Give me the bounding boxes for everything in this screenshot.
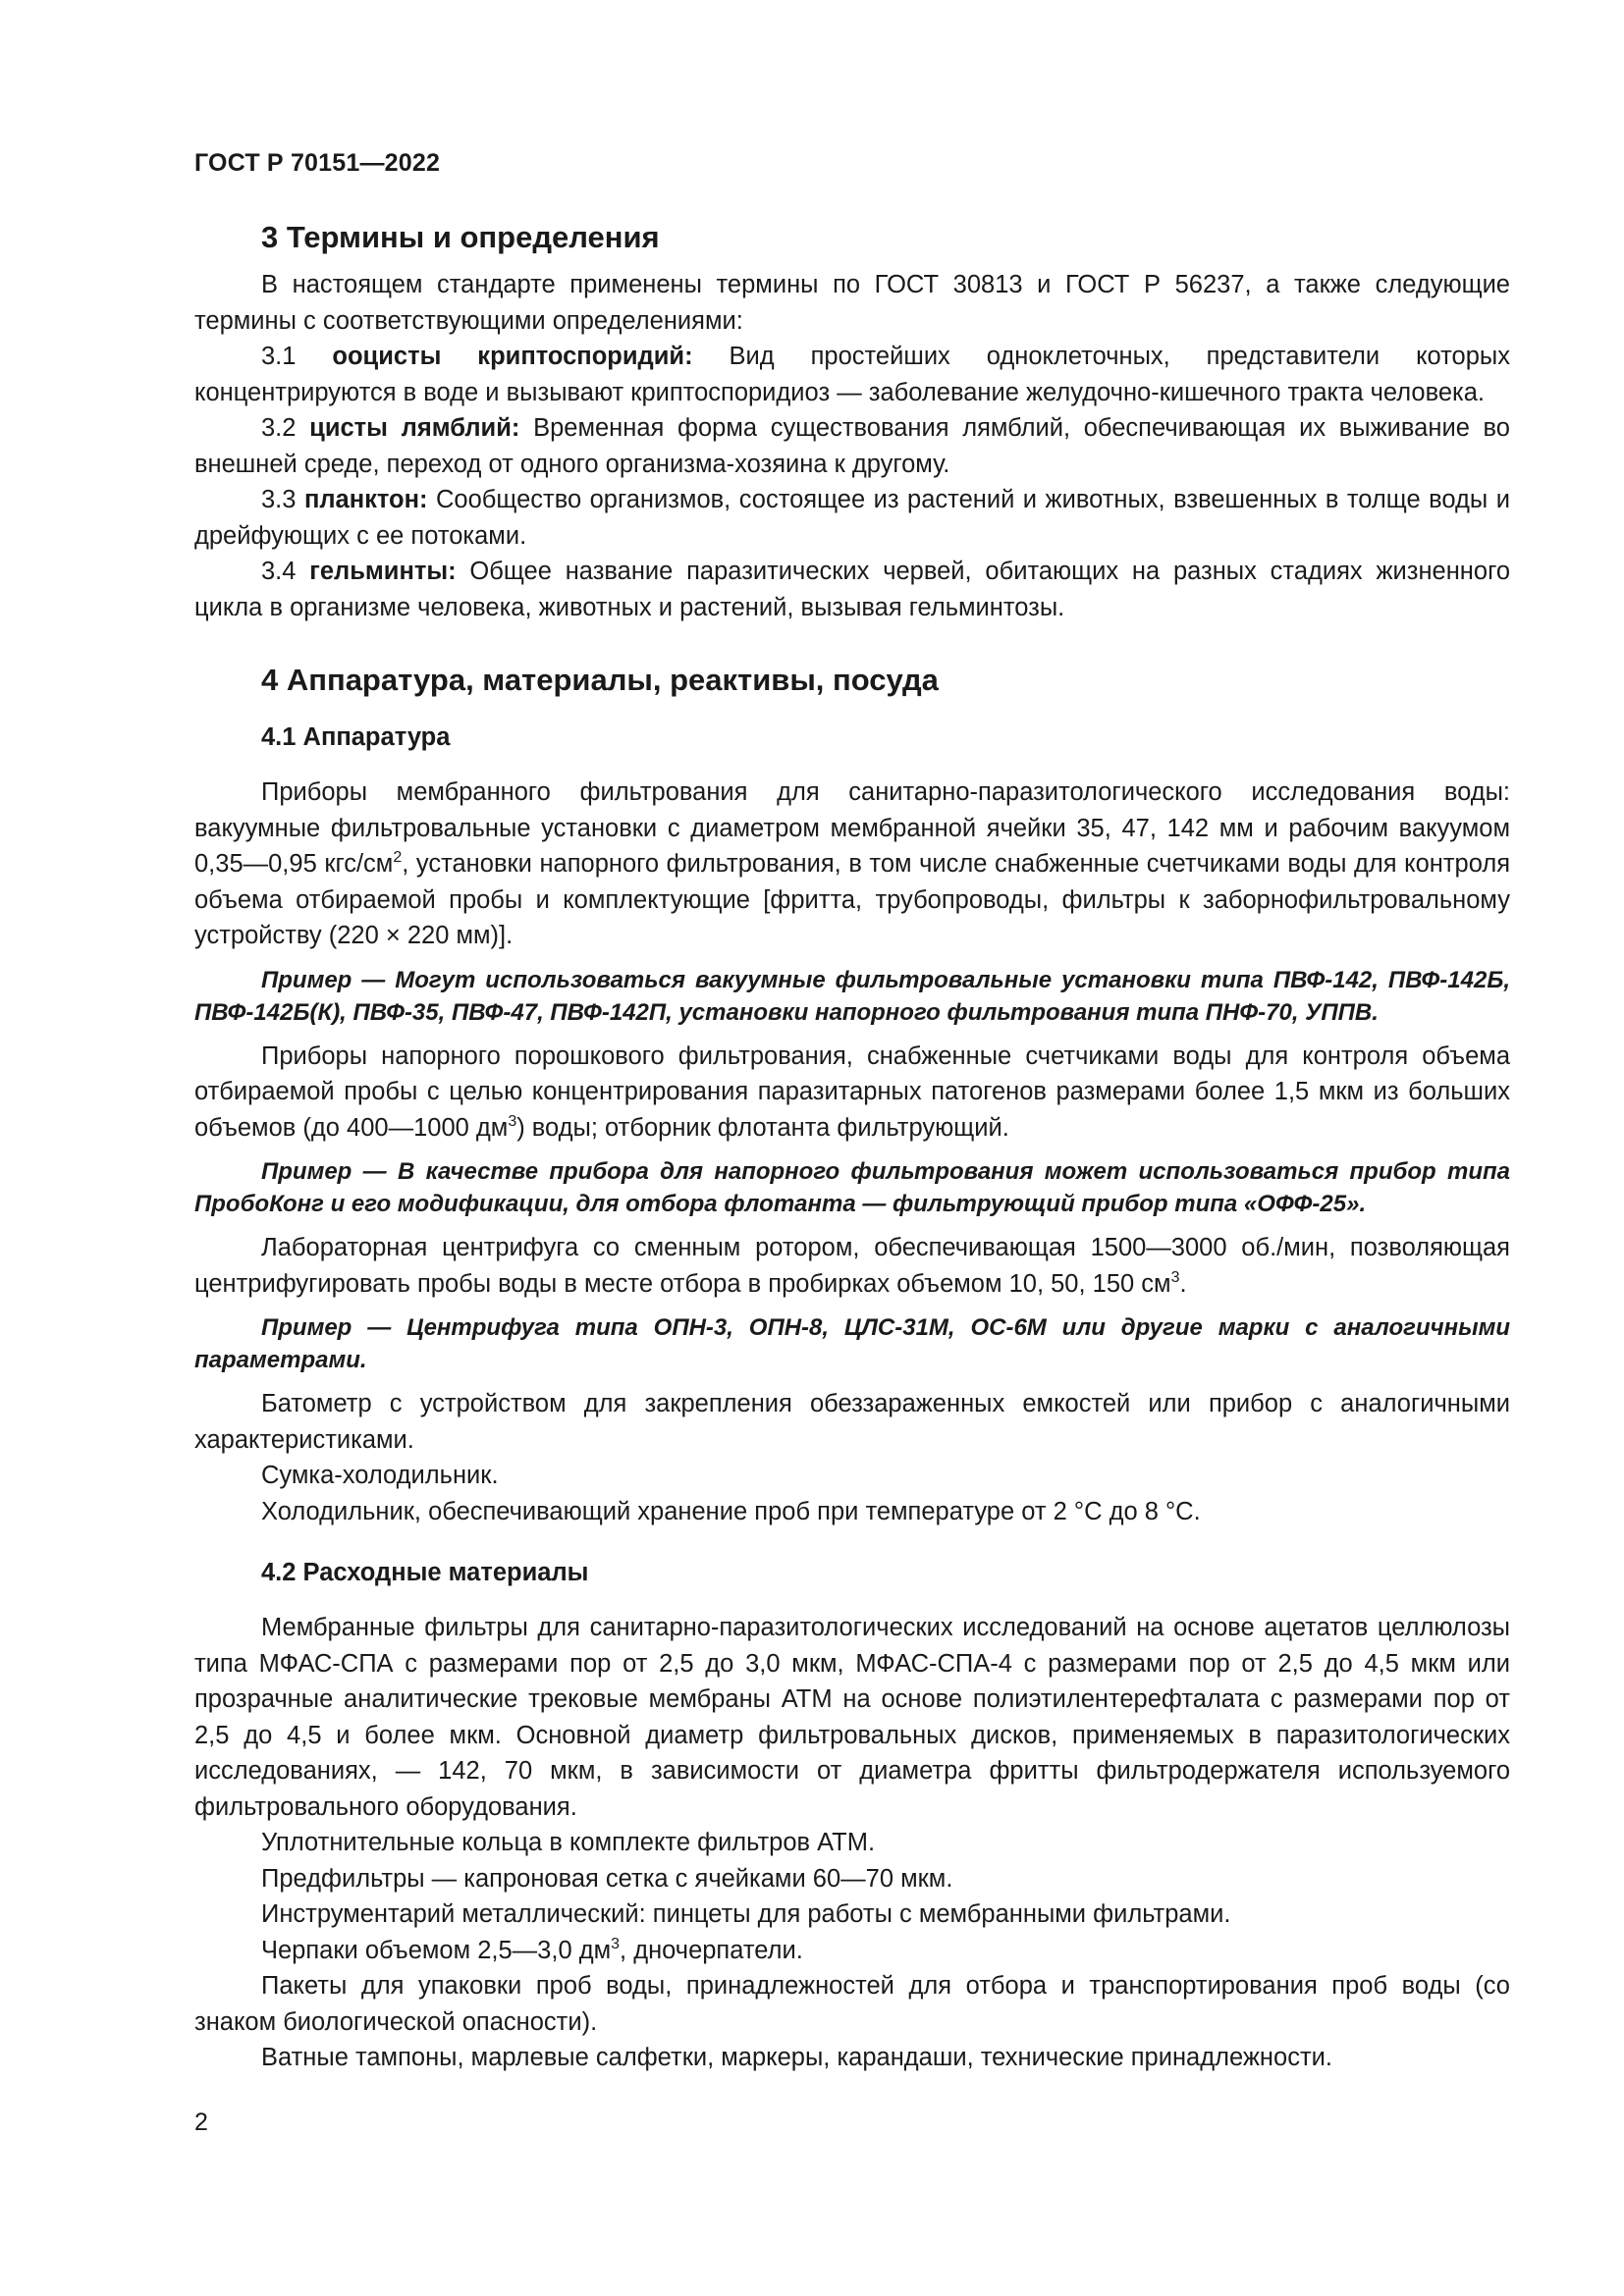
paragraph-centrifuge: Лабораторная центрифуга со сменным ротором, обеспечивающая 1500—3000 об./мин, позволяющая центрифугировать пробы воды в месте отбора в пробирках объемом 10, 50, 150 $см^3$.: [194, 1234, 1510, 1298]
term-3-3: 3.3 планктон: Сообщество организмов, состоящее из растений и животных, взвешенных в толще воды и дрейфующих с ее потоками.: [194, 486, 1510, 550]
paragraph-prefilters: Предфильтры — капроновая сетка с ячейками 60—70 мкм.: [261, 1864, 953, 1893]
paragraph-bathometer: Батометр с устройством для закрепления обеззараженных емкостей или прибор с аналогичными характеристиками.: [194, 1390, 1510, 1454]
paragraph-packages: Пакеты для упаковки проб воды, принадлежностей для отбора и транспортирования проб воды (со знаком биологической опасности).: [194, 1972, 1510, 2036]
page-number: 2: [194, 2109, 208, 2136]
paragraph-cotton-swabs: Ватные тампоны, марлевые салфетки, маркеры, карандаши, технические принадлежности.: [261, 2044, 1332, 2071]
paragraph-sealing-rings: Уплотнительные кольца в комплекте фильтров АТМ.: [261, 1829, 876, 1856]
paragraph-powder-filtration: Приборы напорного порошкового фильтрования, снабженные счетчиками воды для контроля объема отбираемой пробы с целью концентрирования паразитарных патогенов размерами более 1,5 мкм из больших объемов (до 400—1000 $дм^3$) воды; отборник флотанта фильтрующий.: [194, 1041, 1510, 1142]
example-vacuum-units: Пример — Могут использоваться вакуумные фильтровальные установки типа ПВФ-142, ПВФ-142Б, ПВФ-142Б(К), ПВФ-35, ПВФ-47, ПВФ-142П, установки напорного фильтрования типа ПНФ-70, УППВ.: [194, 966, 1510, 1026]
paragraph-cooler-bag: Сумка-холодильник.: [261, 1462, 499, 1489]
document-header: ГОСТ Р 70151—2022: [194, 149, 441, 177]
section-3-intro: В настоящем стандарте применены термины по ГОСТ 30813 и ГОСТ Р 56237, а также следующие термины с соответствующими определениями:: [194, 271, 1510, 335]
paragraph-instruments: Инструментарий металлический: пинцеты для работы с мембранными фильтрами.: [261, 1900, 1231, 1928]
paragraph-membrane-filters: Мембранные фильтры для санитарно-паразитологических исследований на основе ацетатов целлюлозы типа МФАС-СПА с размерами пор от 2,5 до 3,0 мкм, МФАС-СПА-4 с размерами пор от 2,5 до 4,5 мкм или прозрачные аналитические трековые мембраны АТМ на основе полиэтилентерефталата с размерами пор от 2,5 до 4,5 и более мкм. Основной диаметр фильтровальных дисков, применяемых в паразитологических исследованиях, — 142, 70 мкм, в зависимости от диаметра фритты фильтродержателя используемого фильтровального оборудования.: [194, 1614, 1510, 1821]
section-3-heading: 3 Термины и определения: [261, 220, 660, 254]
example-pressure-filtration: Пример — В качестве прибора для напорного фильтрования может использоваться прибор типа ПробоКонг и его модификации, для отбора флотанта — фильтрующий прибор типа «ОФФ-25».: [194, 1158, 1510, 1217]
document-body: [194, 218, 1510, 2076]
example-centrifuge: Пример — Центрифуга типа ОПН-3, ОПН-8, ЦЛС-31М, ОС-6М или другие марки с аналогичными параметрами.: [194, 1314, 1510, 1373]
paragraph-scoops: Черпаки объемом 2,5—3,0 $дм^3$, дночерпатели.: [261, 1935, 803, 1964]
term-3-2: 3.2 цисты лямблий: Временная форма существования лямблий, обеспечивающая их выживание во внешней среде, переход от одного организма-хозяина к другому.: [194, 414, 1510, 478]
section-4-heading: 4 Аппаратура, материалы, реактивы, посуда: [261, 663, 939, 697]
term-3-1: 3.1 ооцисты криптоспоридий: Вид простейших одноклеточных, представители которых концентрируются в воде и вызывают криптоспоридиоз — заболевание желудочно-кишечного тракта человека.: [194, 343, 1510, 406]
paragraph-refrigerator: Холодильник, обеспечивающий хранение проб при температуре от 2 °С до 8 °С.: [261, 1497, 1201, 1525]
paragraph-membrane-devices: Приборы мембранного фильтрования для санитарно-паразитологического исследования воды: вакуумные фильтровальные установки с диаметром мембранной ячейки 35, 47, 142 мм и рабочим вакуумом 0,35—0,95 кгс/$см^2$, установки напорного фильтрования, в том числе снабженные счетчиками воды для контроля объема отбираемой пробы и комплектующие [фритта, трубопроводы, фильтры к заборнофильтровальному устройству (220 × 220 мм)].: [194, 778, 1511, 949]
subsection-4-1-heading: 4.1 Аппаратура: [261, 723, 451, 751]
term-3-4: 3.4 гельминты: Общее название паразитических червей, обитающих на разных стадиях жизненного цикла в организме человека, животных и растений, вызывая гельминтозы.: [194, 558, 1510, 621]
subsection-4-2-heading: 4.2 Расходные материалы: [261, 1559, 589, 1586]
